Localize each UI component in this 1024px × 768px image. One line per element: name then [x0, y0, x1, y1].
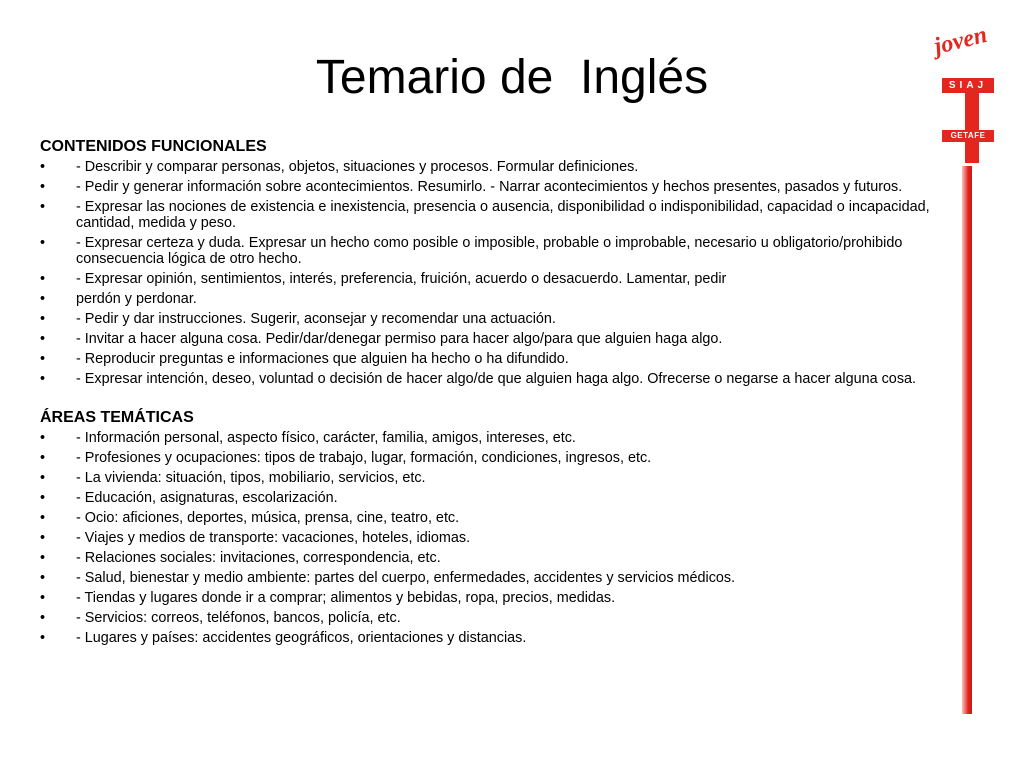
list-item — [40, 430, 940, 446]
list-item-text: - Información personal, aspecto físico, carácter, familia, amigos, intereses, etc. — [76, 430, 576, 446]
list-item — [40, 179, 940, 195]
list-item — [40, 351, 940, 367]
list-item-text: - Expresar las nociones de existencia e inexistencia, presencia o ausencia, disponibilidad o indisponibilidad, capacidad o incapacidad, cantidad, medida y peso. — [76, 199, 930, 231]
list-item — [40, 371, 940, 387]
list-item — [40, 470, 940, 486]
bullet-icon: • — [40, 235, 46, 251]
list-item — [40, 550, 940, 566]
list-item — [40, 630, 940, 646]
logo-word: joven — [931, 21, 990, 60]
section-contenidos-funcionales — [40, 138, 940, 387]
bullet-icon: • — [40, 179, 46, 195]
bullet-icon: • — [40, 630, 46, 646]
list-item-text: - Educación, asignaturas, escolarización. — [76, 490, 338, 506]
page-title: Temario de Inglés — [315, 51, 709, 104]
logo-siaj-label: SIAJ — [942, 78, 994, 93]
list-item-text: - Reproducir preguntas e informaciones que alguien ha hecho o ha difundido. — [76, 351, 569, 367]
section-heading: CONTENIDOS FUNCIONALES — [40, 138, 267, 155]
bullet-icon: • — [40, 510, 46, 526]
list-item-text: - Expresar opinión, sentimientos, interés, preferencia, fruición, acuerdo o desacuerdo. Lamentar, pedir — [76, 271, 727, 287]
bullet-icon: • — [40, 311, 46, 327]
list-item-text: - Tiendas y lugares donde ir a comprar; alimentos y bebidas, ropa, precios, medidas. — [76, 590, 616, 606]
list-item-text: - Describir y comparar personas, objetos, situaciones y procesos. Formular definiciones. — [76, 159, 639, 175]
list-item-text: - Relaciones sociales: invitaciones, correspondencia, etc. — [76, 550, 441, 566]
list-item-text: - Viajes y medios de transporte: vacaciones, hoteles, idiomas. — [76, 530, 471, 546]
list-item — [40, 610, 940, 626]
list-item-text: - Invitar a hacer alguna cosa. Pedir/dar/denegar permiso para hacer algo/para que alguien haga algo. — [76, 331, 723, 347]
list-item — [40, 311, 940, 327]
list-item-text: - Servicios: correos, teléfonos, bancos, policía, etc. — [76, 610, 401, 626]
list-item — [40, 530, 940, 546]
list-item — [40, 331, 940, 347]
bullet-icon: • — [40, 610, 46, 626]
bullet-list — [40, 159, 940, 387]
bullet-icon: • — [40, 291, 46, 307]
bullet-icon: • — [40, 371, 46, 387]
bullet-icon: • — [40, 331, 46, 347]
list-item-text: - Profesiones y ocupaciones: tipos de trabajo, lugar, formación, condiciones, ingresos, etc. — [76, 450, 652, 466]
bullet-icon: • — [40, 271, 46, 287]
bullet-icon: • — [40, 159, 46, 175]
bullet-icon: • — [40, 351, 46, 367]
logo-bar — [965, 93, 979, 163]
section-spacer — [40, 391, 940, 409]
list-item-text: perdón y perdonar. — [76, 291, 197, 307]
bullet-icon: • — [40, 199, 46, 215]
bullet-icon: • — [40, 550, 46, 566]
bullet-icon: • — [40, 490, 46, 506]
list-item-text: - Lugares y países: accidentes geográficos, orientaciones y distancias. — [76, 630, 527, 646]
list-item — [40, 490, 940, 506]
content — [40, 138, 940, 650]
list-item — [40, 510, 940, 526]
joven-siaj-getafe-logo — [931, 21, 1006, 146]
bullet-icon: • — [40, 430, 46, 446]
list-item — [40, 291, 940, 307]
bullet-icon: • — [40, 470, 46, 486]
bullet-icon: • — [40, 530, 46, 546]
logo-city-label: GETAFE — [942, 130, 994, 142]
list-item — [40, 590, 940, 606]
section-areas-tematicas — [40, 409, 940, 646]
list-item-text: - Pedir y dar instrucciones. Sugerir, aconsejar y recomendar una actuación. — [76, 311, 556, 327]
section-heading: ÁREAS TEMÁTICAS — [40, 409, 194, 426]
list-item-text: - Pedir y generar información sobre acontecimientos. Resumirlo. - Narrar acontecimientos y hechos presentes, pasados y futuros. — [76, 179, 903, 195]
list-item-text: - Expresar certeza y duda. Expresar un hecho como posible o imposible, probable o improbable, necesario u obligatorio/prohibido consecuencia lógica de otro hecho. — [76, 235, 903, 267]
list-item — [40, 159, 940, 175]
list-item — [40, 570, 940, 586]
list-item-text: - Ocio: aficiones, deportes, música, prensa, cine, teatro, etc. — [76, 510, 460, 526]
bullet-icon: • — [40, 570, 46, 586]
bullet-list — [40, 430, 940, 646]
list-item — [40, 199, 940, 231]
list-item-text: - La vivienda: situación, tipos, mobiliario, servicios, etc. — [76, 470, 426, 486]
bullet-icon: • — [40, 590, 46, 606]
list-item-text: - Expresar intención, deseo, voluntad o decisión de hacer algo/de que alguien haga algo. Ofrecerse o negarse a hacer alguna cosa. — [76, 371, 917, 387]
list-item — [40, 450, 940, 466]
list-item — [40, 271, 940, 287]
decorative-side-bar — [962, 166, 972, 714]
bullet-icon: • — [40, 450, 46, 466]
list-item — [40, 235, 940, 267]
list-item-text: - Salud, bienestar y medio ambiente: partes del cuerpo, enfermedades, accidentes y servicios médicos. — [76, 570, 736, 586]
